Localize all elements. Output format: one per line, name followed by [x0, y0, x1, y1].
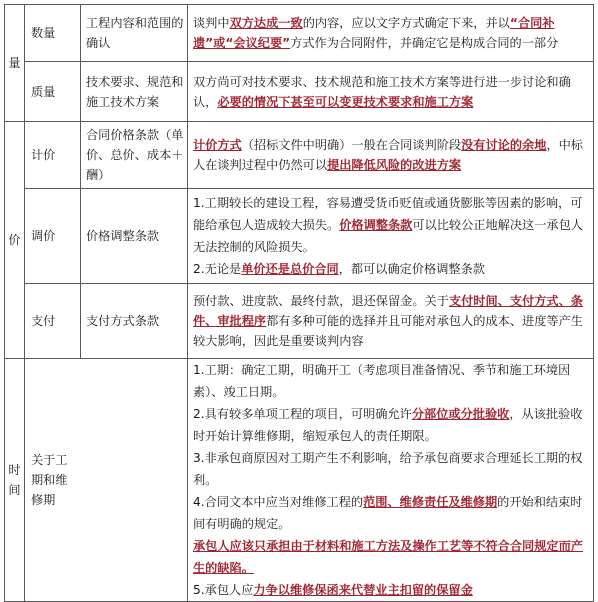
body-text: 4.合同文本中应当对维修工程的: [193, 495, 364, 509]
body-text: 1.工期较长的建设工程，容易遭受货币贬值或通货膨胀等因素的影响，可能给承包人造成较大损失。: [193, 196, 583, 232]
body-text: ，都可以确定价格调整条款: [338, 262, 485, 276]
body-text: 双方尚可对技术要求、技术规范和施工技术方案等进行进一步讨论和确认，: [193, 74, 571, 109]
highlighted-text: 计价方式: [193, 138, 242, 152]
row-label: 支付: [25, 284, 81, 359]
row-item: 工程内容和范围的确认: [81, 5, 188, 62]
list-item: [193, 447, 590, 491]
list-item: [193, 579, 590, 601]
section-label-quantity: 量: [5, 5, 25, 122]
row-content: [188, 189, 594, 284]
body-text: 2.无论是: [193, 262, 242, 276]
table-row: [5, 359, 594, 602]
list-item: [193, 359, 590, 403]
body-text: 的开始和结束时间有明确的规定。: [193, 495, 583, 531]
row-label: 计价: [25, 122, 81, 189]
section-label-time: 时间: [5, 359, 25, 602]
row-content: [188, 284, 594, 359]
row-content: [188, 5, 594, 62]
body-text: ，中标人在谈判过程中仍然可以: [193, 138, 583, 172]
body-text: 谈判中: [193, 16, 230, 30]
table-row: [5, 284, 594, 359]
body-text: 5.承包人应: [193, 583, 254, 597]
highlighted-text: 双方达成一致: [229, 16, 303, 30]
body-text: 都有多种可能的选择并且可能对承包人的成本、进度等产生较大影响，因此是重要谈判内容: [193, 314, 583, 348]
body-text: 3.非承包商原因对工期产生不利影响，给予承包商要求合理延长工期的权利。: [193, 451, 583, 487]
row-label: 数量: [25, 5, 81, 62]
row-item: 价格调整条款: [81, 189, 188, 284]
contract-negotiation-table: [4, 4, 594, 602]
highlighted-text: 分部位或分批验收: [411, 407, 510, 421]
highlighted-text: 范围、维修责任及维修期: [363, 495, 498, 509]
table-row: [5, 5, 594, 62]
highlighted-text: 单价还是总价合同: [241, 262, 339, 276]
highlighted-text: 提出降低风险的改进方案: [327, 158, 462, 172]
highlighted-text: 支付时间、支付方式、条件、审批程序: [193, 294, 583, 328]
body-text: 可以比较公正地解决这一承包人无法控制的风险损失。: [193, 218, 583, 254]
section-label-price: 价: [5, 122, 25, 359]
table-row: [5, 62, 594, 122]
table-row: [5, 122, 594, 189]
row-content: [188, 62, 594, 122]
row-item: 支付方式条款: [81, 284, 188, 359]
row-item: 技术要求、规范和施工技术方案: [81, 62, 188, 122]
highlighted-text: 没有讨论的余地: [461, 138, 547, 152]
body-text: 方式作为合同附件，并确定它是构成合同的一部分: [290, 36, 559, 50]
list-item: [193, 192, 590, 258]
body-text: ，从该批验收时开始计算维修期，缩短承包人的责任期限。: [193, 407, 583, 443]
highlighted-text: “合同补遗”或“会议纪要”: [193, 16, 555, 50]
highlighted-text: 价格调整条款: [339, 218, 413, 232]
row-item: 合同价格条款（单价、总价、成本＋酬）: [81, 122, 188, 189]
body-text: 预付款、进度款、最终付款，退还保留金。关于: [193, 294, 449, 308]
list-item: [193, 258, 590, 280]
row-label: 质量: [25, 62, 81, 122]
list-item: [193, 535, 590, 579]
row-label: 关于工期和维修期: [25, 359, 188, 602]
highlighted-text: 必要的情况下甚至可以变更技术要求和施工方案: [217, 94, 474, 109]
table-row: [5, 189, 594, 284]
body-text: （招标文件中明确）一般在合同谈判阶段: [241, 138, 462, 152]
list-item: [193, 403, 590, 447]
row-content: [188, 359, 594, 602]
highlighted-text: 承包人应该只承担由于材料和施工方法及操作工艺等不符合合同规定而产生的缺陷。: [193, 539, 583, 575]
list-item: [193, 491, 590, 535]
highlighted-text: 力争以维修保函来代替业主扣留的保留金: [253, 583, 473, 597]
body-text: 的内容，应以文字方式确定下来，并以: [302, 16, 510, 30]
body-text: 2.具有较多单项工程的项目，可明确允许: [193, 407, 412, 421]
row-label: 调价: [25, 189, 81, 284]
body-text: 1.工期：确定工期，明确开工（考虑项目准备情况、季节和施工环境因素）、竣工日期。: [193, 363, 571, 399]
row-content: [188, 122, 594, 189]
